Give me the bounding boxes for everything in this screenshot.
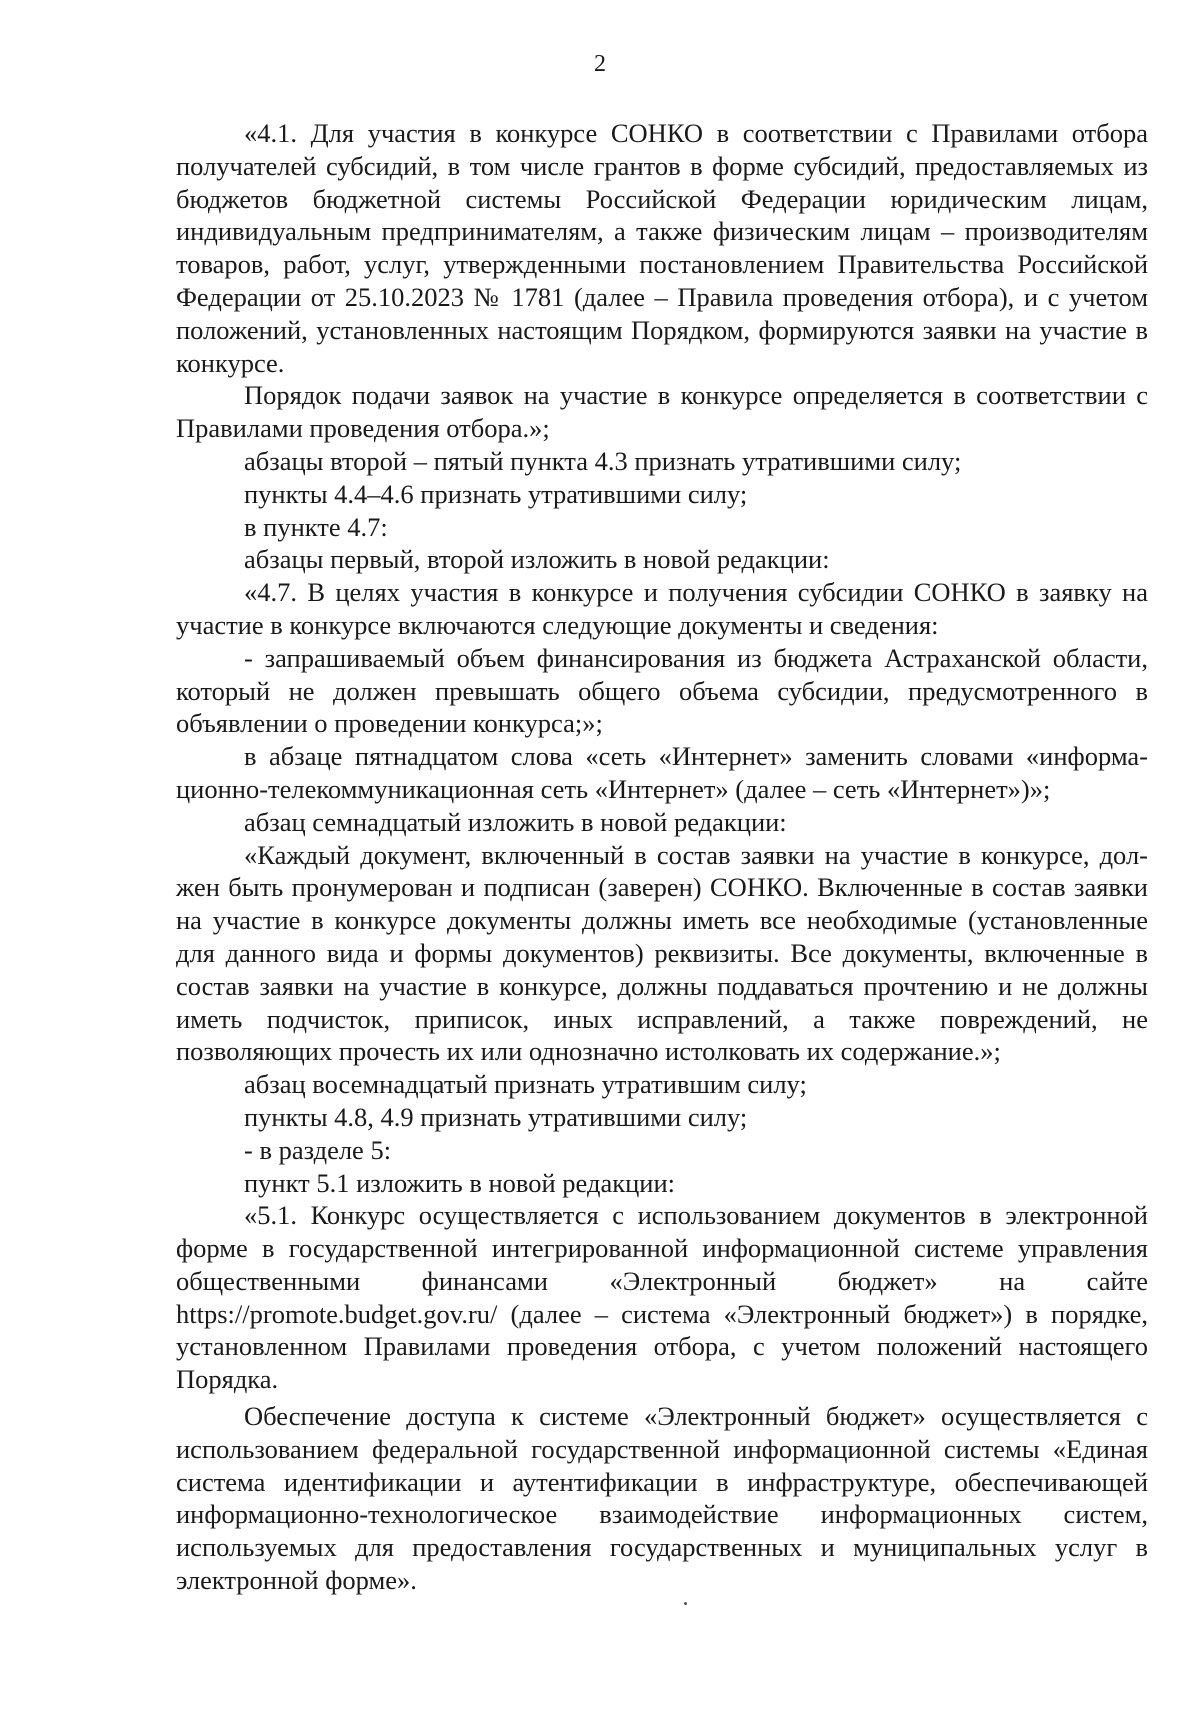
paragraph-eighteenth-repeal: абзац восемнадцатый признать утратившим силу; (244, 1069, 807, 1100)
paragraph-funding-request: - запрашиваемый объем финансирования из бюджета Астраханской области, который не должен превышать общего объема субсидии, предусмотренного в объявлении о проведении конкурса;»; (176, 642, 1148, 739)
paragraph-5-1: «5.1. Конкурс осуществляется с использованием документов в электронной форме в государственной интегрированной информационной системе управления общественными финансами «Электронный бюджет» на сайте https://promote.budget.gov.ru/ (далее – система «Электронный бюджет») в порядке, установленном Правилами проведения отбора, с учетом положений настоящего Порядка. (176, 1200, 1148, 1395)
paragraph-application-procedure: Порядок подачи заявок на участие в конкурсе определяется в соответствии с Правилами проведения отбора.»; (176, 380, 1148, 444)
paragraph-4-8-4-9-repeal: пункты 4.8, 4.9 признать утратившими силу; (244, 1101, 748, 1132)
paragraph-first-second-new-edition: абзацы первый, второй изложить в новой редакции: (244, 544, 830, 575)
paragraph-document-requirements: «Каждый документ, включенный в состав заявки на участие в конкурсе, должен быть пронумерован и подписан (заверен) СОНКО. Включенные в состав заявки на участие в конкурсе документы должны иметь все необходимые (установленные для данного вида и формы документов) реквизиты. Все документы, включенные в состав заявки на участие в конкурсе, должны поддаваться прочтению и не должны иметь подчисток, приписок, иных исправлений, а также повреждений, не позволяющих прочесть их или однозначно истолковать их содержание.»; (176, 839, 1148, 1067)
scan-dot (684, 1602, 687, 1605)
document-body (176, 117, 1148, 1597)
paragraph-4-3-repeal: абзацы второй – пятый пункта 4.3 признать утратившими силу; (244, 445, 962, 476)
paragraph-4-1: «4.1. Для участия в конкурсе СОНКО в соответствии с Правилами отбора получателей субсидий, в том числе грантов в форме субсидий, предоставляемых из бюджетов бюджетной системы Российской Федерации юридическим лицам, индивидуальным предпринимателям, а также физическим лицам – производителям товаров, работ, услуг, утвержденными постановлением Правительства Российской Федерации от 25.10.2023 № 1781 (далее – Правила проведения отбора), и с учетом положений, установленных настоящим Порядком, формируются заявки на участие в конкурсе. (176, 118, 1148, 378)
page-number: 2 (594, 51, 606, 77)
paragraph-section-5: - в разделе 5: (244, 1134, 392, 1165)
paragraph-in-4-7: в пункте 4.7: (244, 511, 388, 542)
paragraph-fifteenth-replace: в абзаце пятнадцатом слова «сеть «Интернет» заменить словами «информационно-телекоммуникационная сеть «Интернет» (далее – сеть «Интернет»)»; (176, 741, 1148, 804)
paragraph-access-provision: Обеспечение доступа к системе «Электронный бюджет» осуществляется с использованием федеральной государственной информационной системы «Единая система идентификации и аутентификации в инфраструктуре, обеспечивающей информационно-технологическое взаимодействие информационных систем, используемых для предоставления государственных и муниципальных услуг в электронной форме». (176, 1401, 1148, 1596)
paragraph-seventeenth-new-edition: абзац семнадцатый изложить в новой редакции: (244, 806, 787, 837)
paragraph-4-4-4-6-repeal: пункты 4.4–4.6 признать утратившими силу; (244, 478, 748, 509)
paragraph-5-1-new-edition: пункт 5.1 изложить в новой редакции: (244, 1167, 675, 1198)
paragraph-4-7: «4.7. В целях участия в конкурсе и получения субсидии СОНКО в заявку на участие в конкурсе включаются следующие документы и сведения: (176, 577, 1148, 640)
